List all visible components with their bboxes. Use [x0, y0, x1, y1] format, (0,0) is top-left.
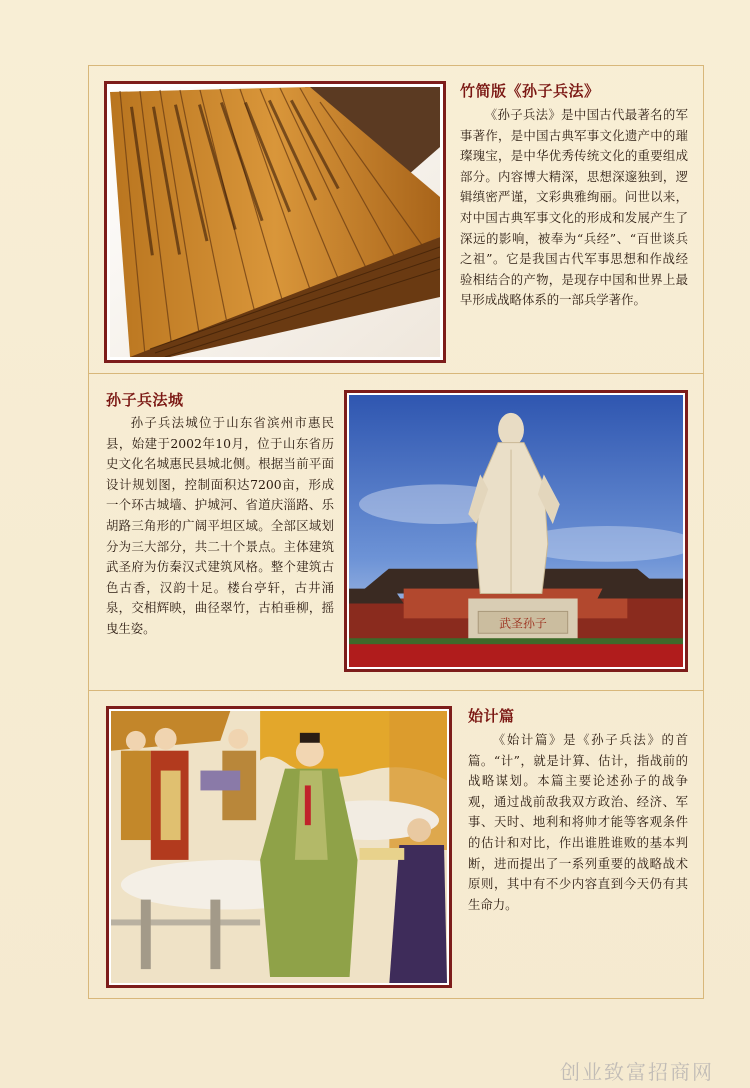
sunzi-statue-photo [344, 390, 688, 672]
section-title-shiji: 始计篇 [468, 707, 515, 725]
section-title-bamboo-edition: 竹简版《孙子兵法》 [460, 82, 600, 100]
bamboo-slips-photo [104, 81, 446, 363]
watermark-text: 创业致富招商网 [560, 1060, 714, 1084]
shiji-painting-photo [106, 706, 452, 988]
section-divider-2 [88, 690, 704, 691]
section-body-bamboo-edition: 《孙子兵法》是中国古代最著名的军事著作，是中国古典军事文化遗产中的璀璨瑰宝，是中华优秀传统文化的重要组成部分。内容博大精深，思想深邃独到，逻辑缜密严谨，文彩典雅绚丽。问世以来，对中国古典军事文化的形成和发展产生了深远的影响，被奉为“兵经”、“百世谈兵之祖”。它是我国古代军事思想和作战经验相结合的产物，是现存中国和世界上最早形成战略体系的一部兵学著作。 [460, 107, 688, 308]
bamboo-slips-image [110, 87, 440, 357]
statue-inscription: 武圣孙子 [499, 616, 547, 631]
section-divider-1 [88, 373, 704, 374]
section-body-shiji: 《始计篇》是《孙子兵法》的首篇。“计”，就是计算、估计，指战前的战略谋划。本篇主要论述孙子的战争观，通过战前敌我双方政治、经济、军事、天时、地利和将帅才能等客观条件的估计和对比，作出谁胜谁败的基本判断，进而提出了一系列重要的战略战术原则，其中有不少内容直到今天仍有其生命力。 [468, 732, 688, 912]
shiji-painting-image [111, 711, 447, 983]
section-body-art-of-war-city: 孙子兵法城位于山东省滨州市惠民县，始建于2002年10月，位于山东省历史文化名城惠民县城北侧。根据当前平面设计规划图，控制面积达7200亩，形成一个环古城墙、护城河、省道庆淄路、乐胡路三角形的广阔平坦区域。全部区域划分为三大部分，共二十个景点。主体建筑武圣府为仿秦汉式建筑风格。整个建筑古色古香，汉韵十足。楼台亭轩，古井涌泉，交相辉映，曲径翠竹，古柏垂柳，摇曳生姿。 [106, 415, 334, 636]
sunzi-statue-image [349, 395, 683, 667]
section-title-art-of-war-city: 孙子兵法城 [106, 391, 184, 409]
